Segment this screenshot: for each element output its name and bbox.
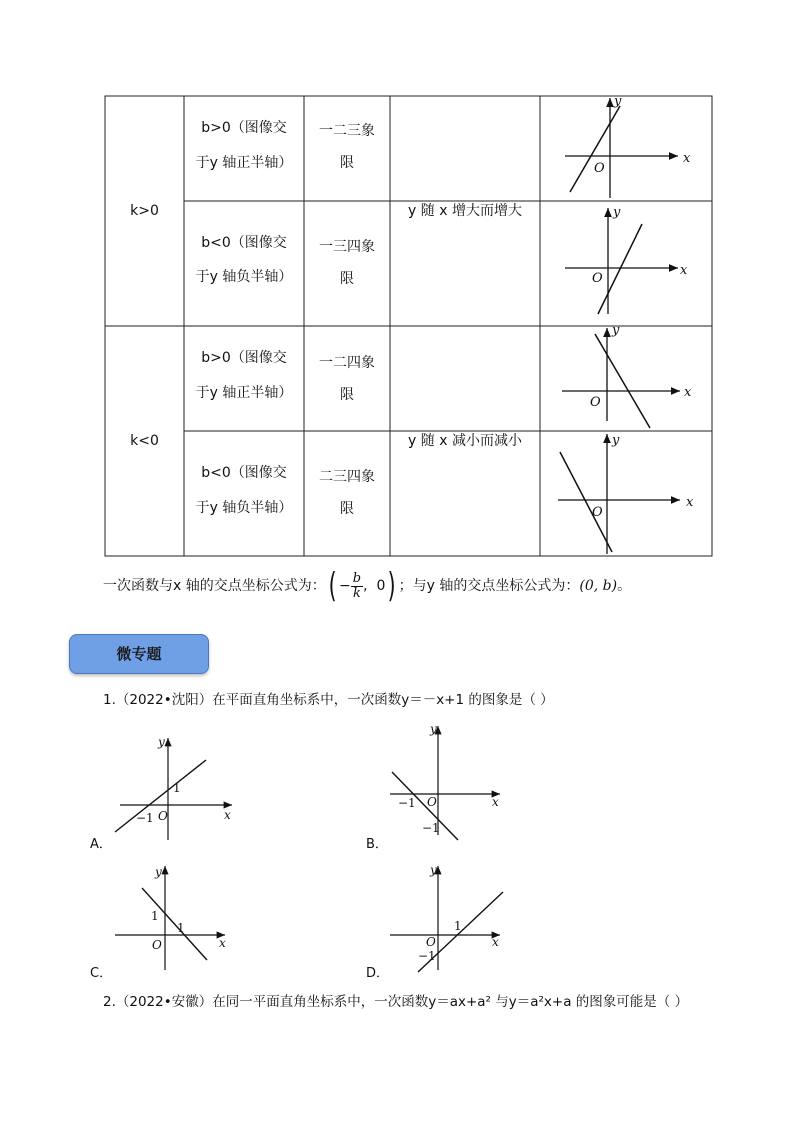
quad-1-line2: 限 [340,155,354,171]
b-label-o: O [427,795,437,809]
b-cond-1-line1: b>0（图像交 [201,120,287,136]
c-label-1-y: 1 [151,909,159,923]
trend-negative: y 随 x 减小而减小 [408,433,522,449]
a-label-x: x [224,808,231,822]
option-b-label[interactable]: B． [366,837,388,852]
option-a-label[interactable]: A． [90,837,112,852]
option-d-label[interactable]: D． [366,966,390,981]
question-1-text: 1.（2022•沈阳）在平面直角坐标系中，一次函数y＝－x+1 的图象是（ ） [103,692,554,708]
a-label-y: y [158,735,165,749]
k-negative-label: k<0 [130,433,159,449]
d-label-o: O [426,935,436,949]
c-label-y: y [155,865,162,879]
d-label-x: x [492,935,499,949]
g1-y-label: y [614,96,622,109]
c-label-x: x [219,936,226,950]
g4-y-label: y [612,433,620,448]
b-cond-1-line2: 于y 轴正半轴） [195,155,293,171]
b-label-x: x [492,795,499,809]
option-c-label[interactable]: C． [90,966,113,981]
g4-origin: O [592,505,603,520]
quad-1-line1: 一二三象 [319,123,375,139]
quad-3-line1: 一二四象 [319,355,375,371]
g4-x-label: x [686,495,694,510]
y-intercept: (0, b) [579,578,618,594]
topic-badge: 微专题 [69,634,209,674]
question-2-text: 2.（2022•安徽）在同一平面直角坐标系中，一次函数y＝ax+a² 与y＝a²x+a 的图象可能是（ ） [103,994,689,1010]
g2-origin: O [592,271,603,286]
c-label-o: O [152,938,162,952]
quad-2-line2: 限 [340,271,354,287]
b-label-neg1-x: −1 [398,796,416,810]
trend-positive: y 随 x 增大而增大 [408,203,522,219]
c-label-1-x: 1 [177,921,185,935]
a-label-neg1: −1 [136,811,154,825]
a-label-1: 1 [173,781,181,795]
b-cond-3-line1: b>0（图像交 [201,350,287,366]
g1-x-label: x [683,151,691,166]
d-label-y: y [430,863,437,877]
quad-4-line2: 限 [340,501,354,517]
quad-4-line1: 二三四象 [319,469,375,485]
formula-minus: − [339,578,351,594]
intersection-formula: 一次函数与x 轴的交点坐标公式为：( − $\frac{b}{k}$ , 0) ；与y 轴的交点坐标公式为：(0, b)。 [103,566,632,606]
g3-origin: O [590,395,601,410]
k-positive-label: k>0 [130,203,159,219]
quad-3-line2: 限 [340,387,354,403]
formula-zero: 0 [376,578,386,594]
formula-end: 。 [617,578,632,594]
a-label-o: O [158,809,168,823]
d-label-1: 1 [454,919,462,933]
formula-middle: ；与y 轴的交点坐标公式为： [398,578,580,594]
b-cond-2-line1: b<0（图像交 [201,235,287,251]
g1-origin: O [594,161,605,176]
formula-prefix: 一次函数与x 轴的交点坐标公式为： [103,578,326,594]
b-label-y: y [430,722,437,736]
quad-2-line1: 一三四象 [319,239,375,255]
right-paren: ) [388,566,396,606]
left-paren: ( [328,566,337,606]
g3-x-label: x [684,385,692,400]
frac-num: b [352,570,362,586]
g2-y-label: y [613,205,621,220]
b-cond-3-line2: 于y 轴正半轴） [195,385,293,401]
g3-y-label: y [612,323,620,338]
b-cond-4-line2: 于y 轴负半轴） [195,500,293,516]
b-cond-4-line1: b<0（图像交 [201,465,287,481]
b-cond-2-line2: 于y 轴负半轴） [195,269,293,285]
d-label-neg1: −1 [418,949,436,963]
b-label-neg1-y: −1 [422,821,440,835]
g2-x-label: x [680,263,688,278]
frac-den: k [352,585,361,601]
